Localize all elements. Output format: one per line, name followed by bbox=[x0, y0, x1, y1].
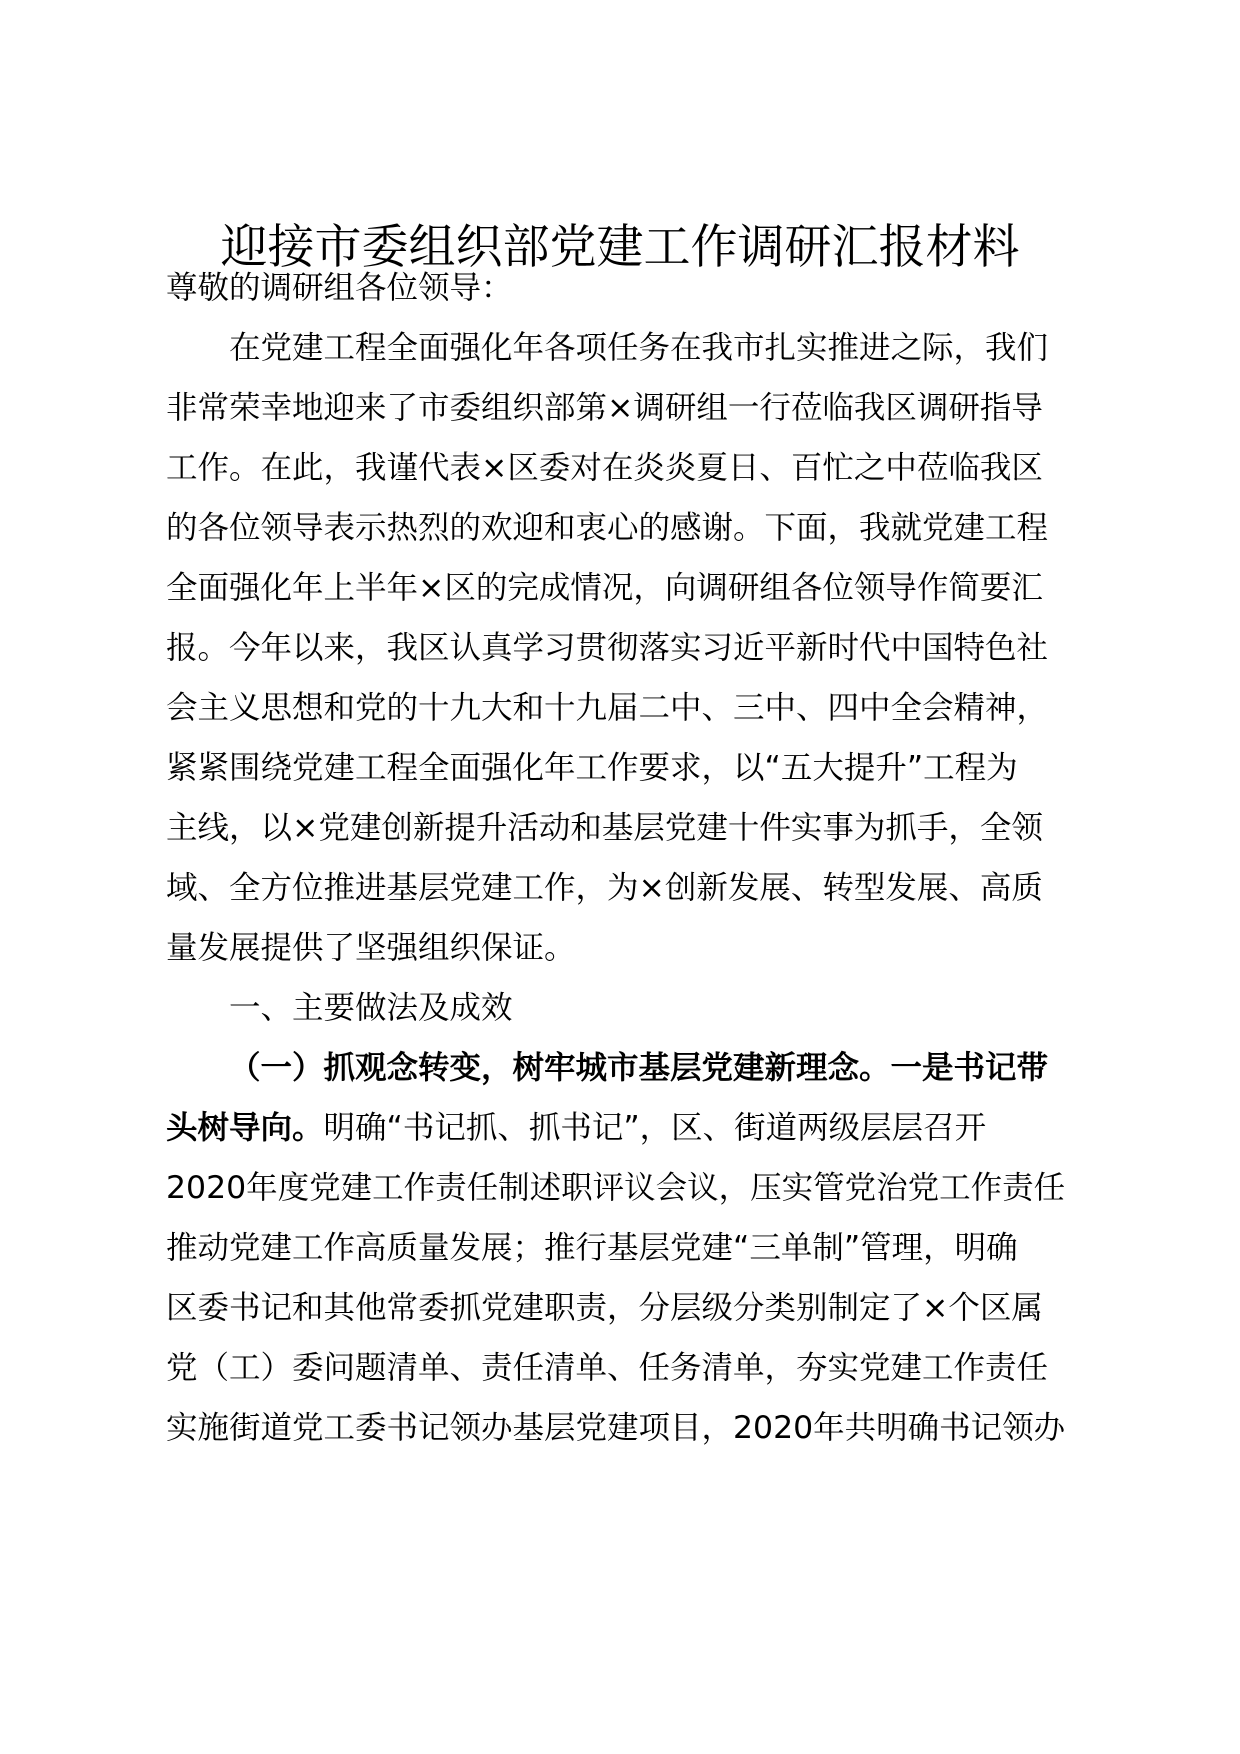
subsection-line-5: 区委书记和其他常委抓党建职责，分层级分类别制定了×个区属 bbox=[166, 1290, 1043, 1326]
document-title: 迎接市委组织部党建工作调研汇报材料 bbox=[220, 220, 1020, 275]
intro-line-1: 在党建工程全面强化年各项任务在我市扎实推进之际，我们 bbox=[229, 330, 1049, 366]
subsection-line-7: 实施街道党工委书记领办基层党建项目，2020年共明确书记领办 bbox=[166, 1410, 1066, 1446]
document-body bbox=[166, 258, 1111, 1458]
subsection-line-2 bbox=[166, 1098, 1111, 1158]
intro-line-9: 主线，以×党建创新提升活动和基层党建十件实事为抓手，全领 bbox=[166, 810, 1043, 846]
intro-line-5: 全面强化年上半年×区的完成情况，向调研组各位领导作简要汇 bbox=[166, 570, 1043, 606]
subsection-line-3: 2020年度党建工作责任制述职评议会议，压实管党治党工作责任 bbox=[166, 1170, 1066, 1206]
subsection-line-2-text: 明确“书记抓、抓书记”，区、街道两级层层召开 bbox=[323, 1110, 987, 1146]
intro-line-6: 报。今年以来，我区认真学习贯彻落实习近平新时代中国特色社 bbox=[166, 630, 1049, 666]
intro-line-8: 紧紧围绕党建工程全面强化年工作要求，以“五大提升”工程为 bbox=[166, 750, 1018, 786]
intro-line-4: 的各位领导表示热烈的欢迎和衷心的感谢。下面，我就党建工程 bbox=[166, 510, 1049, 546]
subsection-heading: （一）抓观念转变，树牢城市基层党建新理念。一是书记带 bbox=[229, 1050, 1049, 1086]
subsection-bold-lead: 头树导向。 bbox=[166, 1110, 324, 1146]
salutation: 尊敬的调研组各位领导： bbox=[166, 270, 513, 306]
intro-line-11: 量发展提供了坚强组织保证。 bbox=[166, 930, 576, 966]
intro-line-3: 工作。在此，我谨代表×区委对在炎炎夏日、百忙之中莅临我区 bbox=[166, 450, 1043, 486]
intro-line-7: 会主义思想和党的十九大和十九届二中、三中、四中全会精神， bbox=[166, 690, 1049, 726]
subsection-line-4: 推动党建工作高质量发展；推行基层党建“三单制”管理，明确 bbox=[166, 1230, 1018, 1266]
subsection-line-6: 党（工）委问题清单、责任清单、任务清单，夯实党建工作责任 bbox=[166, 1350, 1049, 1386]
section-heading: 一、主要做法及成效 bbox=[229, 990, 513, 1026]
intro-line-2: 非常荣幸地迎来了市委组织部第×调研组一行莅临我区调研指导 bbox=[166, 390, 1043, 426]
intro-line-10: 域、全方位推进基层党建工作，为×创新发展、转型发展、高质 bbox=[166, 870, 1043, 906]
